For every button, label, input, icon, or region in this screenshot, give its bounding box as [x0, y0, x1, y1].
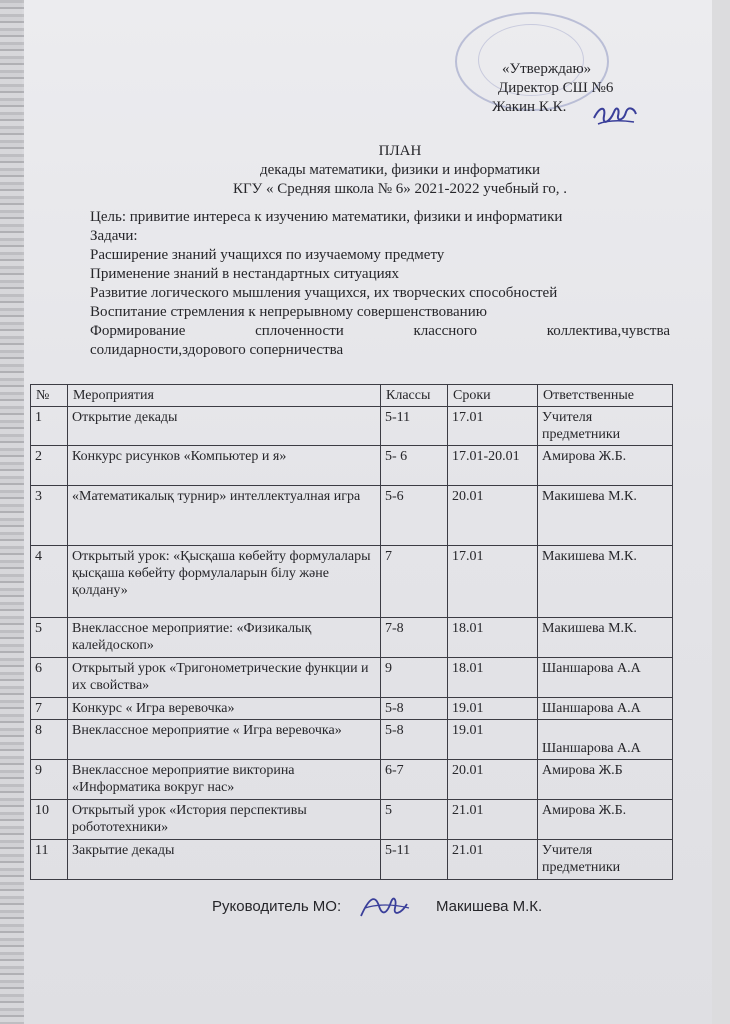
- cell-number: 3: [31, 486, 68, 546]
- cell-dates: 20.01: [448, 486, 538, 546]
- cell-event: «Математикалық турнир» интеллектуалная игра: [68, 486, 381, 546]
- task-word: сплоченности: [255, 323, 344, 339]
- cell-event: Открытый урок: «Қысқаша көбейту формулалары қысқаша көбейту формулаларын білу және қолдану»: [68, 546, 381, 618]
- header-number: №: [31, 385, 68, 407]
- cell-classes: 5-11: [381, 407, 448, 446]
- cell-classes: 5-11: [381, 840, 448, 880]
- cell-event: Закрытие декады: [68, 840, 381, 880]
- cell-responsible: Амирова Ж.Б.: [538, 800, 673, 840]
- header-responsible: Ответственные: [538, 385, 673, 407]
- cell-classes: 5-8: [381, 698, 448, 720]
- cell-dates: 17.01: [448, 407, 538, 446]
- table-row: [31, 658, 673, 698]
- head-signature: [355, 888, 415, 924]
- cell-event: Открытый урок «Тригонометрические функции и их свойства»: [68, 658, 381, 698]
- table-row: [31, 760, 673, 800]
- cell-classes: 5-8: [381, 720, 448, 760]
- header-event: Мероприятия: [68, 385, 381, 407]
- cell-dates: 17.01: [448, 546, 538, 618]
- cell-number: 5: [31, 618, 68, 658]
- table-row: [31, 800, 673, 840]
- cell-dates: 19.01: [448, 698, 538, 720]
- cell-number: 10: [31, 800, 68, 840]
- cell-classes: 5: [381, 800, 448, 840]
- cell-event: Открытие декады: [68, 407, 381, 446]
- table-row: [31, 546, 673, 618]
- footer-label: Руководитель МО:: [212, 898, 342, 915]
- cell-event: Конкурс « Игра веревочка»: [68, 698, 381, 720]
- cell-responsible: Шаншарова А.А: [538, 698, 673, 720]
- cell-dates: 18.01: [448, 658, 538, 698]
- cell-dates: 21.01: [448, 840, 538, 880]
- table-header-row: [31, 385, 673, 407]
- cell-responsible: Макишева М.К.: [538, 546, 673, 618]
- cell-responsible: Макишева М.К.: [538, 486, 673, 546]
- cell-classes: 7: [381, 546, 448, 618]
- cell-event: Внеклассное мероприятие викторина «Информатика вокруг нас»: [68, 760, 381, 800]
- cell-event: Внеклассное мероприятие « Игра веревочка»: [68, 720, 381, 760]
- table-row: [31, 698, 673, 720]
- footer-signature-line: [212, 898, 543, 915]
- task-item: Развитие логического мышления учащихся, их творческих способностей: [90, 285, 558, 301]
- approval-name: Жакин К.К.: [492, 99, 567, 115]
- task-item-justified: [90, 322, 670, 341]
- cell-responsible: Шаншарова А.А: [538, 720, 673, 760]
- title-plan: ПЛАН: [378, 143, 422, 159]
- cell-dates: 18.01: [448, 618, 538, 658]
- cell-classes: 5-6: [381, 486, 448, 546]
- torn-edge: [0, 0, 24, 1024]
- cell-responsible: Амирова Ж.Б.: [538, 446, 673, 486]
- header-classes: Классы: [381, 385, 448, 407]
- table-row: [31, 407, 673, 446]
- cell-classes: 5- 6: [381, 446, 448, 486]
- cell-classes: 7-8: [381, 618, 448, 658]
- task-item-continuation: солидарности,здорового соперничества: [90, 342, 344, 358]
- cell-number: 11: [31, 840, 68, 880]
- cell-event: Конкурс рисунков «Компьютер и я»: [68, 446, 381, 486]
- title-subject: декады математики, физики и информатики: [259, 162, 541, 178]
- cell-responsible: Учителя предметники: [538, 407, 673, 446]
- goals-section: [90, 208, 670, 360]
- cell-responsible: Амирова Ж.Б: [538, 760, 673, 800]
- cell-number: 8: [31, 720, 68, 760]
- events-table: [30, 384, 673, 880]
- cell-classes: 6-7: [381, 760, 448, 800]
- goal-text: Цель: привитие интереса к изучению математики, физики и информатики: [90, 209, 563, 225]
- cell-event: Открытый урок «История перспективы робототехники»: [68, 800, 381, 840]
- table-row: [31, 618, 673, 658]
- task-word: коллектива,чувства: [546, 323, 670, 339]
- approval-position: Директор СШ №6: [498, 80, 614, 96]
- footer-name: Макишева М.К.: [436, 898, 543, 915]
- cell-responsible: Шаншарова А.А: [538, 658, 673, 698]
- title-school: КГУ « Средняя школа № 6» 2021-2022 учебный го, .: [232, 181, 568, 197]
- task-item: Расширение знаний учащихся по изучаемому предмету: [90, 247, 445, 263]
- cell-dates: 17.01-20.01: [448, 446, 538, 486]
- cell-number: 9: [31, 760, 68, 800]
- table-row: [31, 446, 673, 486]
- director-signature: [590, 100, 640, 130]
- cell-classes: 9: [381, 658, 448, 698]
- tasks-label: Задачи:: [90, 228, 138, 244]
- cell-number: 2: [31, 446, 68, 486]
- cell-number: 6: [31, 658, 68, 698]
- cell-number: 1: [31, 407, 68, 446]
- task-item: Воспитание стремления к непрерывному совершенствованию: [90, 304, 487, 320]
- cell-number: 4: [31, 546, 68, 618]
- cell-dates: 21.01: [448, 800, 538, 840]
- cell-dates: 20.01: [448, 760, 538, 800]
- table-row: [31, 720, 673, 760]
- cell-event: Внеклассное мероприятие: «Физикалық калейдоскоп»: [68, 618, 381, 658]
- cell-dates: 19.01: [448, 720, 538, 760]
- cell-responsible: Макишева М.К.: [538, 618, 673, 658]
- document-title: [180, 142, 620, 199]
- header-dates: Сроки: [448, 385, 538, 407]
- cell-number: 7: [31, 698, 68, 720]
- table-row: [31, 840, 673, 880]
- table-row: [31, 486, 673, 546]
- task-item: Применение знаний в нестандартных ситуациях: [90, 266, 400, 282]
- approval-heading: «Утверждаю»: [502, 61, 592, 77]
- task-word: Формирование: [90, 323, 186, 339]
- cell-responsible: Учителя предметники: [538, 840, 673, 880]
- task-word: классного: [413, 323, 478, 339]
